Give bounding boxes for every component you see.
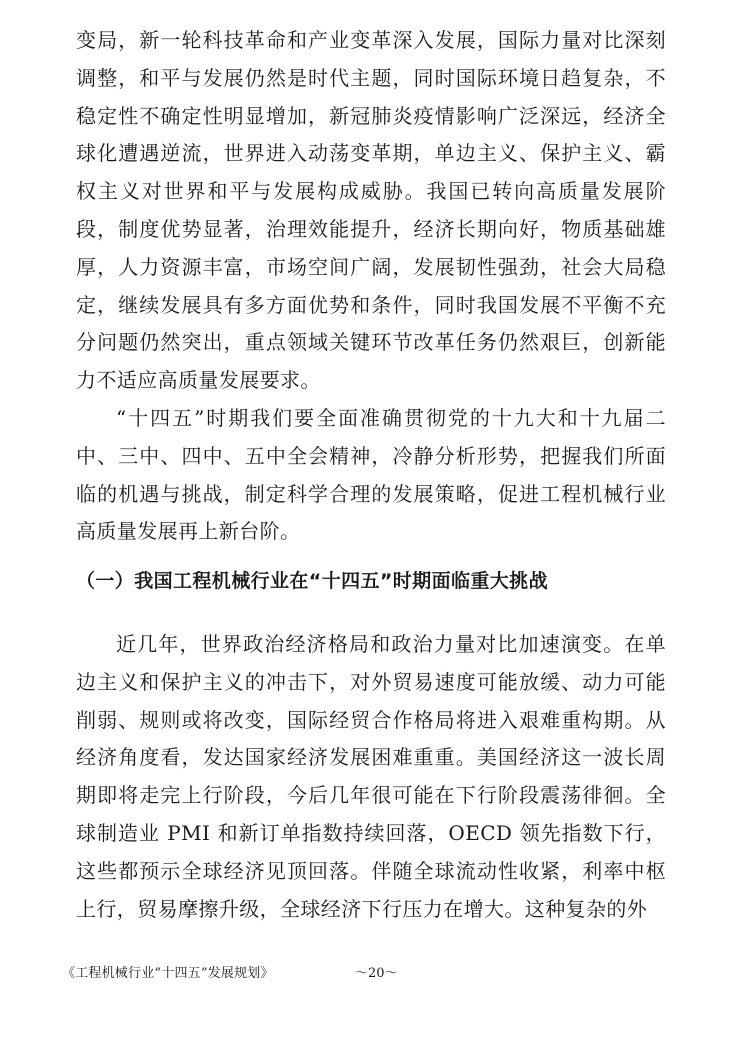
- section-heading: （一）我国工程机械行业在“十四五”时期面临重大挑战: [76, 570, 548, 592]
- body-paragraph: 变局，新一轮科技革命和产业变革深入发展，国际力量对比深刻调整，和平与发展仍然是时代主题，同时国际环境日趋复杂，不稳定性不确定性明显增加，新冠肺炎疫情影响广泛深远，经济全球化遭遇逆流，世界进入动荡变革期，单边主义、保护主义、霸权主义对世界和平与发展构成威胁。我国已转向高质量发展阶段，制度优势显著，治理效能提升，经济长期向好，物质基础雄厚，人力资源丰富，市场空间广阔，发展韧性强劲，社会大局稳定，继续发展具有多方面优势和条件，同时我国发展不平衡不充分问题仍然突出，重点领域关键环节改革任务仍然艰巨，创新能力不适应高质量发展要求。: [76, 28, 666, 393]
- body-paragraph: “十四五”时期我们要全面准确贯彻党的十九大和十九届二中、三中、四中、五中全会精神，冷静分析形势，把握我们所面临的机遇与挑战，制定科学合理的发展策略，促进工程机械行业高质量发展再上新台阶。: [76, 406, 666, 544]
- footer-page-number: ～20～: [355, 966, 398, 981]
- footer-document-title: 《工程机械行业“十四五”发展规划》: [62, 966, 274, 981]
- body-paragraph: 近几年，世界政治经济格局和政治力量对比加速演变。在单边主义和保护主义的冲击下，对外贸易速度可能放缓、动力可能削弱、规则或将改变，国际经贸合作格局将进入艰难重构期。从经济角度看，发达国家经济发展困难重重。美国经济这一波长周期即将走完上行阶段，今后几年很可能在下行阶段震荡徘徊。全球制造业 PMI 和新订单指数持续回落，OECD 领先指数下行，这些都预示全球经济见顶回落。伴随全球流动性收紧，利率中枢上行，贸易摩擦升级，全球经济下行压力在增大。这种复杂的外: [76, 632, 666, 921]
